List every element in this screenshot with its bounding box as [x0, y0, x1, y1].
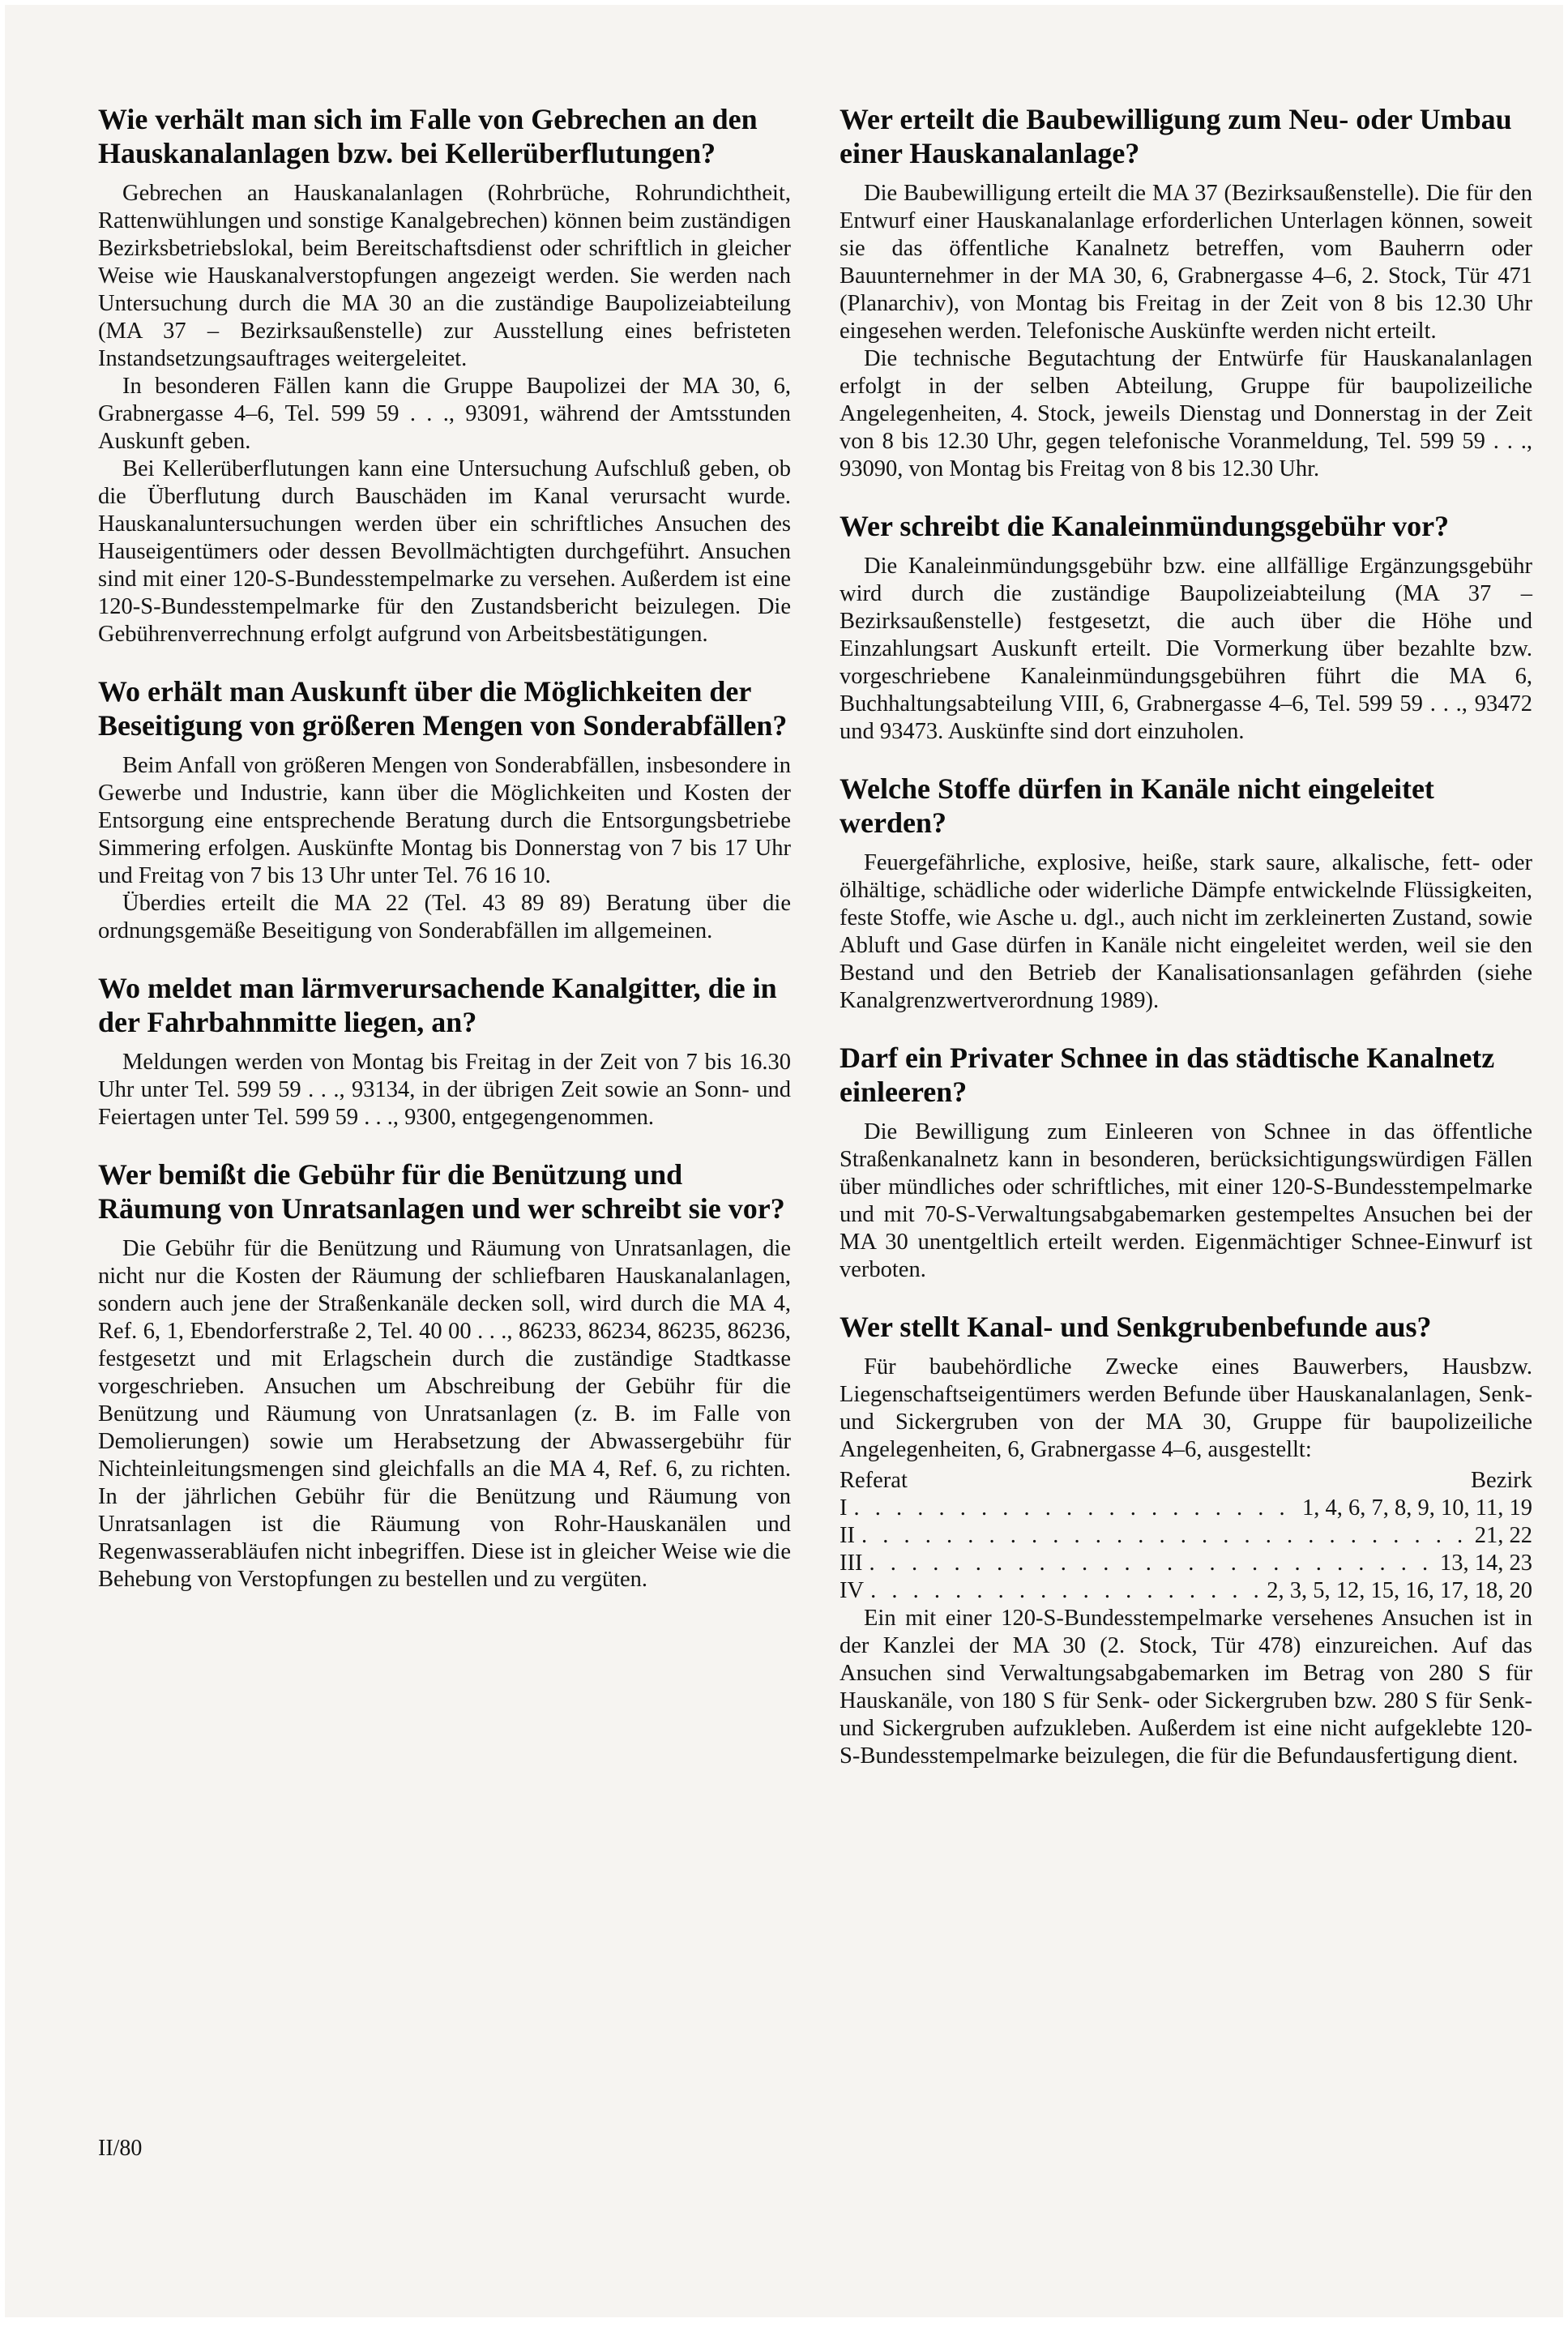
referat-row — [840, 1522, 1532, 1550]
section-paragraph: Ein mit einer 120-S-Bundesstempelmarke versehenes Ansuchen ist in der Kanzlei der MA 30 (2. Stock, Tür 478) einzureichen. Auf das Ansuchen sind Verwaltungsabgabemarken im Betrag von 280 S für Hauskanäle, von 180 S für Senk- oder Sickergruben bzw. 280 S für Senk- und Sickergruben aufzukleben. Außerdem ist eine nicht aufgeklebte 120-S-Bundesstempelmarke beizulegen, die für die Befundausfertigung dient. — [840, 1606, 1532, 1769]
section-paragraph: Bei Kellerüberflutungen kann eine Untersuchung Aufschluß geben, ob die Überflutung durch Bauschäden im Kanal verursacht wurde. Hauskanaluntersuchungen werden über ein schriftliches Ansuchen des Hauseigentümers oder dessen Bevollmächtigten durchgeführt. Ansuchen sind mit einer 120-S-Bundesstempelmarke zu versehen. Außerdem ist eine 120-S-Bundesstempelmarke für den Zustandsbericht beizulegen. Die Gebührenverrechnung erfolgt aufgrund von Arbeitsbestätigungen. — [98, 456, 791, 647]
bezirk-list: 1, 4, 6, 7, 8, 9, 10, 11, 19 — [1302, 1495, 1532, 1521]
section-paragraph: Die Baubewilligung erteilt die MA 37 (Bezirksaußenstelle). Die für den Entwurf einer Hauskanalanlage erforderlichen Unterlagen können, soweit sie das öffentliche Kanalnetz betreffen, vom Bauherrn oder Bauunternehmer in der MA 30, 6, Grabnergasse 4–6, 2. Stock, Tür 471 (Planarchiv), von Montag bis Freitag in der Zeit von 8 bis 12.30 Uhr eingesehen werden. Telefonische Auskünfte werden nicht erteilt. — [840, 181, 1532, 344]
section-heading: Wie verhält man sich im Falle von Gebrechen an den Hauskanalanlagen bzw. bei Kellerüberflutungen? — [98, 103, 758, 169]
right-column — [840, 102, 1532, 1796]
referat-table — [840, 1467, 1532, 1605]
section-heading: Wo erhält man Auskunft über die Möglichkeiten der Beseitigung von größeren Mengen von Sonderabfällen? — [98, 675, 788, 742]
section-paragraph: In besonderen Fällen kann die Gruppe Baupolizei der MA 30, 6, Grabnergasse 4–6, Tel. 599 59 . . ., 93091, während der Amtsstunden Auskunft geben. — [98, 374, 791, 454]
section — [98, 674, 791, 945]
section-paragraph: Feuergefährliche, explosive, heiße, stark saure, alkalische, fett- oder ölhältige, schädliche oder widerliche Dämpfe entwickelnde Flüssigkeiten, feste Stoffe, wie Asche u. dgl., auch nicht im zerkleinerten Zustand, sowie Abluft und Gase dürfen in Kanäle nicht eingeleitet werden, weil sie den Bestand und den Betrieb der Kanalisationsanlagen gefährden (siehe Kanalgrenzwertverordnung 1989). — [840, 850, 1532, 1013]
referat-number: I — [840, 1495, 848, 1521]
referat-table-header — [840, 1467, 1532, 1495]
referat-number: IV — [840, 1578, 865, 1603]
section-heading: Welche Stoffe dürfen in Kanäle nicht eingeleitet werden? — [840, 772, 1434, 839]
section — [98, 971, 791, 1131]
section-paragraph: Überdies erteilt die MA 22 (Tel. 43 89 89) Beratung über die ordnungsgemäße Beseitigung von Sonderabfällen im allgemeinen. — [98, 891, 791, 943]
section-paragraph: Gebrechen an Hauskanalanlagen (Rohrbrüche, Rohrundichtheit, Rattenwühlungen und sonstige Kanalgebrechen) können beim zuständigen Bezirksbetriebslokal, beim Bereitschaftsdienst oder schriftlich in gleicher Weise wie Hauskanalverstopfungen angezeigt werden. Sie werden nach Untersuchung durch die MA 30 an die zuständige Baupolizeiabteilung (MA 37 – Bezirksaußenstelle) zur Ausstellung eines befristeten Instandsetzungsauftrages weitergeleitet. — [98, 181, 791, 371]
page-number: II/80 — [98, 2136, 143, 2161]
section — [840, 102, 1532, 483]
referat-header: Referat — [840, 1468, 908, 1493]
section-heading: Wer schreibt die Kanaleinmündungsgebühr vor? — [840, 510, 1450, 542]
right-column-sections — [840, 102, 1532, 1284]
section-paragraph: Die Gebühr für die Benützung und Räumung von Unratsanlagen, die nicht nur die Kosten der Räumung der schliefbaren Hauskanalanlagen, sondern auch jene der Straßenkanäle decken soll, wird durch die MA 4, Ref. 6, 1, Ebendorferstraße 2, Tel. 40 00 . . ., 86233, 86234, 86235, 86236, festgesetzt und mit Erlagschein durch die zuständige Stadtkasse vorgeschrieben. Ansuchen um Abschreibung der Gebühr für die Benützung und Räumung von Unratsanlagen (z. B. im Falle von Demolierungen) sowie um Herabsetzung der Abwassergebühr für Nichteinleitungsmengen sind gleichfalls an die MA 4, Ref. 6, zu richten. In der jährlichen Gebühr für die Benützung und Räumung von Unratsanlagen ist die Räumung von Rohr-Hauskanälen und Regenwasserabläufen nicht inbegriffen. Diese ist in gleicher Weise wie die Behebung von Verstopfungen zu bestellen und zu vergüten. — [98, 1236, 791, 1592]
section-heading: Wer stellt Kanal- und Senkgrubenbefunde aus? — [840, 1311, 1432, 1343]
section — [840, 772, 1532, 1015]
section — [98, 102, 791, 648]
section-heading: Wer erteilt die Baubewilligung zum Neu- oder Umbau einer Hauskanalanlage? — [840, 103, 1512, 169]
document-page — [5, 5, 1563, 2317]
section — [840, 1041, 1532, 1284]
referat-row — [840, 1550, 1532, 1577]
section-paragraph: Beim Anfall von größeren Mengen von Sonderabfällen, insbesondere in Gewerbe und Industrie, kann über die Möglichkeiten und Kosten der Entsorgung eine entsprechende Beratung durch die Entsorgungsbetriebe Simmering erfolgen. Auskünfte Montag bis Donnerstag von 7 bis 17 Uhr und Freitag von 7 bis 13 Uhr unter Tel. 76 16 10. — [98, 753, 791, 888]
section — [840, 509, 1532, 746]
section-paragraph: Die technische Begutachtung der Entwürfe für Hauskanalanlagen erfolgt in der selben Abteilung, Gruppe für baupolizeiliche Angelegenheiten, 4. Stock, jeweils Dienstag und Donnerstag in der Zeit von 8 bis 12.30 Uhr, gegen telefonische Voranmeldung, Tel. 599 59 . . ., 93090, von Montag bis Freitag von 8 bis 12.30 Uhr. — [840, 346, 1532, 481]
section-heading: Darf ein Privater Schnee in das städtische Kanalnetz einleeren? — [840, 1042, 1495, 1108]
section-paragraph: Für baubehördliche Zwecke eines Bauwerbers, Hausbzw. Liegenschaftseigentümers werden Befunde über Hauskanalanlagen, Senk- und Sickergruben von der MA 30, Gruppe für baupolizeiliche Angelegenheiten, 6, Grabnergasse 4–6, ausgestellt: — [840, 1354, 1532, 1462]
dot-leader — [869, 1550, 1433, 1577]
referat-row — [840, 1495, 1532, 1522]
left-column — [98, 102, 791, 1619]
referat-row — [840, 1577, 1532, 1605]
section-paragraph: Meldungen werden von Montag bis Freitag in der Zeit von 7 bis 16.30 Uhr unter Tel. 599 59 . . ., 93134, in der übrigen Zeit sowie an Sonn- und Feiertagen unter Tel. 599 59 . . ., 9300, entgegengenommen. — [98, 1050, 791, 1130]
referat-number: III — [840, 1551, 863, 1576]
section-paragraph: Die Bewilligung zum Einleeren von Schnee in das öffentliche Straßenkanalnetz kann in besonderen, berücksichtigungswürdigen Fällen über mündliches oder schriftliches, mit einer 120-S-Bundesstempelmarke und mit 70-S-Verwaltungsabgabemarken gestempeltes Ansuchen bei der MA 30 unentgeltlich erteilt werden. Eigenmächtiger Schnee-Einwurf ist verboten. — [840, 1119, 1532, 1282]
referat-number: II — [840, 1523, 855, 1548]
bezirk-list: 2, 3, 5, 12, 15, 16, 17, 18, 20 — [1267, 1578, 1532, 1603]
section — [98, 1157, 791, 1593]
referat-table-rows — [840, 1495, 1532, 1605]
dot-leader — [861, 1522, 1468, 1550]
bezirk-list: 13, 14, 23 — [1440, 1551, 1532, 1576]
bezirk-header: Bezirk — [1471, 1468, 1532, 1493]
section-heading: Wer bemißt die Gebühr für die Benützung und Räumung von Unratsanlagen und wer schreibt sie vor? — [98, 1158, 785, 1225]
bezirk-list: 21, 22 — [1474, 1523, 1532, 1548]
section-befunde — [840, 1310, 1532, 1770]
section-paragraph: Die Kanaleinmündungsgebühr bzw. eine allfällige Ergänzungsgebühr wird durch die zuständige Baupolizeiabteilung (MA 37 – Bezirksaußenstelle) festgesetzt, die auch über die Höhe und Einzahlungsart Auskunft erteilt. Die Vormerkung über bezahlte bzw. vorgeschriebene Kanaleinmündungsgebühren führt die MA 6, Buchhaltungsabteilung VIII, 6, Grabnergasse 4–6, Tel. 599 59 . . ., 93472 und 93473. Auskünfte sind dort einzuholen. — [840, 554, 1532, 744]
dot-leader — [854, 1495, 1297, 1522]
section-heading: Wo meldet man lärmverursachende Kanalgitter, die in der Fahrbahnmitte liegen, an? — [98, 972, 777, 1038]
dot-leader — [870, 1577, 1260, 1605]
